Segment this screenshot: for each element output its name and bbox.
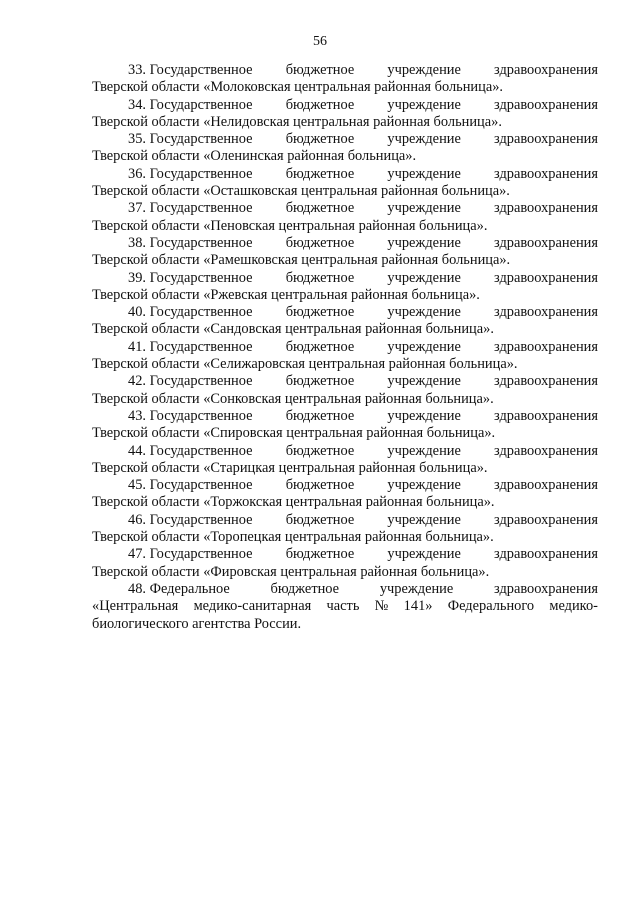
list-item <box>92 408 598 443</box>
list-item <box>92 270 598 305</box>
item-word: бюджетное <box>285 269 355 286</box>
item-second-line: Тверской области «Селижаровская центральная районная больница». <box>92 356 518 373</box>
item-word: бюджетное <box>285 96 355 113</box>
item-first-line <box>92 373 598 390</box>
item-word: учреждение <box>387 477 461 494</box>
item-word: № <box>374 598 389 615</box>
list-item <box>92 97 598 132</box>
item-second-line: Тверской области «Осташковская центральная районная больница». <box>92 183 510 200</box>
item-first-line <box>92 443 598 460</box>
item-word: бюджетное <box>285 511 355 528</box>
item-first-line <box>92 200 598 217</box>
item-word: учреждение <box>387 62 461 78</box>
list-item <box>92 477 598 512</box>
item-word: 37. Государственное <box>128 200 253 217</box>
item-second-line <box>92 598 598 615</box>
item-word: бюджетное <box>285 234 355 251</box>
item-word: учреждение <box>387 269 461 286</box>
item-word: здравоохранения <box>494 477 598 494</box>
item-first-line <box>92 131 598 148</box>
item-third-line: биологического агентства России. <box>92 615 302 632</box>
item-word: Федерального <box>447 598 535 615</box>
item-word: учреждение <box>387 234 461 251</box>
item-second-line: Тверской области «Оленинская районная больница». <box>92 148 417 165</box>
list-item <box>92 443 598 478</box>
list-item <box>92 512 598 547</box>
item-word: здравоохранения <box>494 165 598 182</box>
item-word: часть <box>326 598 360 615</box>
list-item <box>92 166 598 201</box>
item-word: 33. Государственное <box>128 62 253 78</box>
item-word: здравоохранения <box>494 269 598 286</box>
item-second-line: Тверской области «Сонковская центральная районная больница». <box>92 390 494 407</box>
list-item <box>92 200 598 235</box>
item-word: медико-санитарная <box>193 598 312 615</box>
item-word: бюджетное <box>285 62 355 78</box>
item-word: здравоохранения <box>494 546 598 563</box>
item-first-line <box>92 477 598 494</box>
item-word: здравоохранения <box>494 96 598 113</box>
item-word: 35. Государственное <box>128 131 253 148</box>
item-second-line: Тверской области «Спировская центральная районная больница». <box>92 425 496 442</box>
item-word: бюджетное <box>285 304 355 321</box>
item-word: 46. Государственное <box>128 511 253 528</box>
item-first-line <box>92 339 598 356</box>
item-word: 43. Государственное <box>128 407 253 424</box>
item-first-line <box>92 270 598 287</box>
item-second-line: Тверской области «Торопецкая центральная районная больница». <box>92 529 494 546</box>
item-word: учреждение <box>387 96 461 113</box>
item-word: учреждение <box>387 165 461 182</box>
item-first-line <box>92 512 598 529</box>
item-word: бюджетное <box>285 338 355 355</box>
item-first-line <box>92 97 598 114</box>
item-first-line <box>92 62 598 79</box>
item-word: учреждение <box>387 373 461 390</box>
item-word: бюджетное <box>285 546 355 563</box>
item-word: учреждение <box>387 338 461 355</box>
item-word: 48. Федеральное <box>128 580 230 597</box>
item-word: здравоохранения <box>494 442 598 459</box>
item-word: учреждение <box>387 407 461 424</box>
item-word: 44. Государственное <box>128 442 253 459</box>
item-word: здравоохранения <box>494 338 598 355</box>
item-second-line: Тверской области «Рамешковская центральная районная больница». <box>92 252 511 269</box>
page-number: 56 <box>313 34 327 49</box>
item-word: бюджетное <box>285 165 355 182</box>
list-item <box>92 62 598 97</box>
item-second-line: Тверской области «Пеновская центральная районная больница». <box>92 217 488 234</box>
item-first-line <box>92 304 598 321</box>
item-word: «Центральная <box>92 598 179 615</box>
item-word: 40. Государственное <box>128 304 253 321</box>
item-word: 45. Государственное <box>128 477 253 494</box>
item-second-line: Тверской области «Молоковская центральная районная больница». <box>92 79 504 96</box>
item-word: учреждение <box>387 546 461 563</box>
item-first-line <box>92 546 598 563</box>
list-item <box>92 131 598 166</box>
item-word: бюджетное <box>285 373 355 390</box>
list-item <box>92 373 598 408</box>
item-word: здравоохранения <box>494 62 598 78</box>
item-word: 42. Государственное <box>128 373 253 390</box>
item-word: медико- <box>549 598 598 615</box>
item-word: здравоохранения <box>494 407 598 424</box>
item-word: 141» <box>403 598 433 615</box>
item-word: здравоохранения <box>494 580 598 597</box>
item-word: здравоохранения <box>494 200 598 217</box>
institution-list <box>92 62 598 633</box>
item-word: учреждение <box>387 200 461 217</box>
item-word: 39. Государственное <box>128 269 253 286</box>
item-word: учреждение <box>387 304 461 321</box>
item-word: учреждение <box>387 442 461 459</box>
item-word: бюджетное <box>285 200 355 217</box>
item-word: 34. Государственное <box>128 96 253 113</box>
list-item <box>92 304 598 339</box>
item-first-line <box>92 235 598 252</box>
list-item <box>92 339 598 374</box>
item-word: учреждение <box>379 580 454 597</box>
item-word: бюджетное <box>285 131 355 148</box>
item-second-line: Тверской области «Нелидовская центральная районная больница». <box>92 113 502 130</box>
item-second-line: Тверской области «Старицкая центральная районная больница». <box>92 459 488 476</box>
item-second-line: Тверской области «Фировская центральная районная больница». <box>92 563 490 580</box>
list-item <box>92 235 598 270</box>
item-word: здравоохранения <box>494 304 598 321</box>
item-word: 41. Государственное <box>128 338 253 355</box>
item-word: учреждение <box>387 511 461 528</box>
item-word: здравоохранения <box>494 511 598 528</box>
item-first-line <box>92 166 598 183</box>
item-first-line <box>92 581 598 598</box>
item-word: бюджетное <box>285 442 355 459</box>
item-word: здравоохранения <box>494 373 598 390</box>
item-word: здравоохранения <box>494 234 598 251</box>
item-word: бюджетное <box>285 407 355 424</box>
item-word: 47. Государственное <box>128 546 253 563</box>
list-item <box>92 581 598 633</box>
item-first-line <box>92 408 598 425</box>
item-second-line: Тверской области «Торжокская центральная районная больница». <box>92 494 495 511</box>
list-item <box>92 546 598 581</box>
item-word: 36. Государственное <box>128 165 253 182</box>
item-word: бюджетное <box>285 477 355 494</box>
item-second-line: Тверской области «Сандовская центральная районная больница». <box>92 321 494 338</box>
item-word: здравоохранения <box>494 131 598 148</box>
item-second-line: Тверской области «Ржевская центральная районная больница». <box>92 286 480 303</box>
item-word: 38. Государственное <box>128 234 253 251</box>
item-word: бюджетное <box>270 580 340 597</box>
item-word: учреждение <box>387 131 461 148</box>
